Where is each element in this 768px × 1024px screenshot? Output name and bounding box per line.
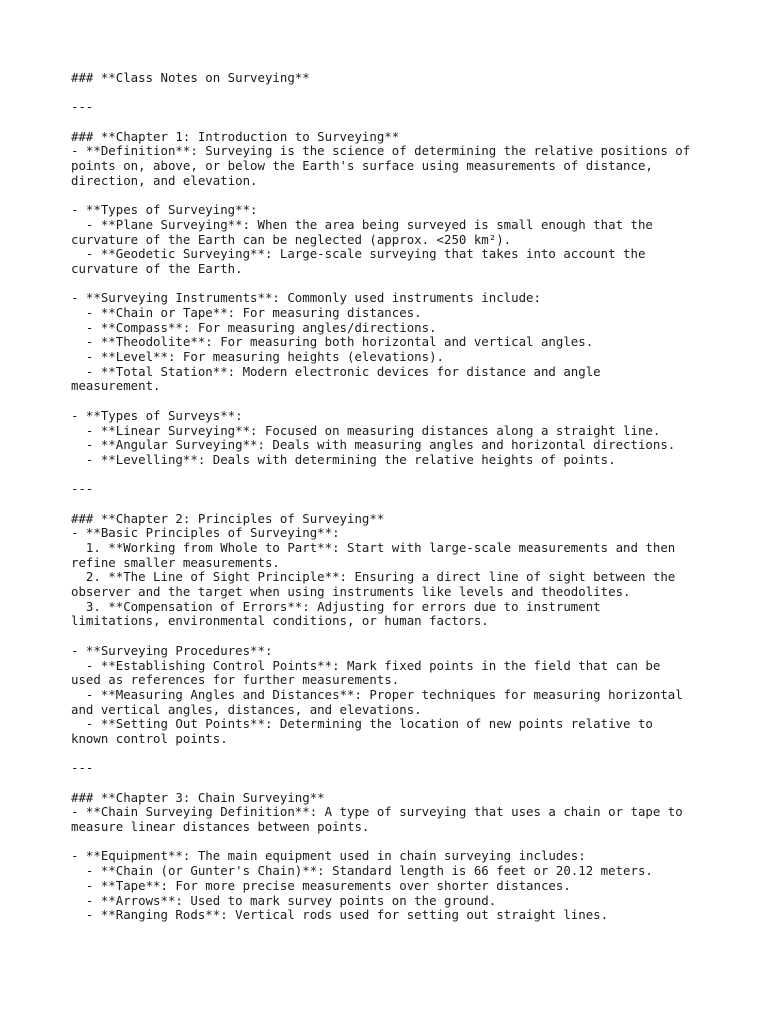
- text-line: - **Plane Surveying**: When the area being surveyed is small enough that the: [71, 216, 653, 232]
- section-heading: ### **Chapter 1: Introduction to Surveying**: [71, 128, 400, 144]
- blank-line: [71, 86, 731, 101]
- text-line: points on, above, or below the Earth's surface using measurements of distance,: [71, 158, 653, 174]
- blank-line: [71, 277, 731, 292]
- text-line: - **Equipment**: The main equipment used in chain surveying includes:: [71, 848, 586, 864]
- text-line: used as references for further measurements.: [71, 672, 400, 688]
- blank-line: [71, 189, 731, 204]
- blank-line: [71, 776, 731, 791]
- text-line: - **Setting Out Points**: Determining the location of new points relative to: [71, 716, 653, 732]
- text-line: curvature of the Earth.: [71, 260, 243, 276]
- text-line: - **Linear Surveying**: Focused on measuring distances along a straight line.: [71, 422, 661, 438]
- text-line: measurement.: [71, 378, 161, 394]
- horizontal-rule: ---: [71, 99, 94, 115]
- text-line: observer and the target when using instruments like levels and theodolites.: [71, 584, 631, 600]
- document-body: [71, 71, 731, 923]
- blank-line: [71, 394, 731, 409]
- text-line: limitations, environmental conditions, or human factors.: [71, 613, 489, 629]
- text-line: 3. **Compensation of Errors**: Adjusting for errors due to instrument: [71, 598, 601, 614]
- text-line: - **Geodetic Surveying**: Large-scale surveying that takes into account the: [71, 246, 646, 262]
- text-line: - **Chain (or Gunter's Chain)**: Standard length is 66 feet or 20.12 meters.: [71, 863, 653, 879]
- text-line: - **Theodolite**: For measuring both horizontal and vertical angles.: [71, 334, 594, 350]
- text-line: - **Surveying Procedures**:: [71, 642, 273, 658]
- blank-line: [71, 115, 731, 130]
- text-line: - **Compass**: For measuring angles/directions.: [71, 319, 437, 335]
- section-heading: ### **Chapter 3: Chain Surveying**: [71, 789, 325, 805]
- text-line: - **Ranging Rods**: Vertical rods used for setting out straight lines.: [71, 907, 609, 923]
- text-line: - **Definition**: Surveying is the science of determining the relative positions of: [71, 143, 691, 159]
- text-line: and vertical angles, distances, and elevations.: [71, 701, 422, 717]
- blank-line: [71, 629, 731, 644]
- blank-line: [71, 468, 731, 483]
- text-line: - **Level**: For measuring heights (elevations).: [71, 349, 444, 365]
- blank-line: [71, 497, 731, 512]
- text-line: - **Establishing Control Points**: Mark fixed points in the field that can be: [71, 657, 661, 673]
- section-heading: ### **Class Notes on Surveying**: [71, 70, 310, 85]
- text-line: - **Chain or Tape**: For measuring distances.: [71, 305, 422, 320]
- blank-line: [71, 747, 731, 762]
- text-line: 2. **The Line of Sight Principle**: Ensuring a direct line of sight between the: [71, 569, 676, 585]
- text-line: - **Types of Surveying**:: [71, 202, 258, 218]
- text-line: - **Chain Surveying Definition**: A type of surveying that uses a chain or tape to: [71, 804, 683, 820]
- text-line: - **Measuring Angles and Distances**: Proper techniques for measuring horizontal: [71, 686, 683, 702]
- text-line: - **Total Station**: Modern electronic devices for distance and angle: [71, 363, 601, 379]
- horizontal-rule: ---: [71, 760, 94, 776]
- horizontal-rule: ---: [71, 481, 94, 497]
- text-line: 1. **Working from Whole to Part**: Start with large-scale measurements and then: [71, 540, 676, 555]
- text-line: curvature of the Earth can be neglected (approx. <250 km²).: [71, 231, 512, 247]
- text-line: refine smaller measurements.: [71, 554, 280, 570]
- text-line: - **Tape**: For more precise measurements over shorter distances.: [71, 877, 571, 893]
- section-heading: ### **Chapter 2: Principles of Surveying**: [71, 510, 385, 526]
- text-line: - **Surveying Instruments**: Commonly used instruments include:: [71, 290, 541, 306]
- text-line: - **Arrows**: Used to mark survey points on the ground.: [71, 892, 497, 908]
- text-line: - **Angular Surveying**: Deals with measuring angles and horizontal directions.: [71, 437, 676, 453]
- text-line: measure linear distances between points.: [71, 819, 370, 835]
- text-line: - **Types of Surveys**:: [71, 407, 243, 423]
- text-line: - **Levelling**: Deals with determining the relative heights of points.: [71, 451, 616, 467]
- text-line: known control points.: [71, 730, 228, 746]
- text-line: direction, and elevation.: [71, 172, 258, 188]
- blank-line: [71, 835, 731, 850]
- text-line: - **Basic Principles of Surveying**:: [71, 525, 340, 541]
